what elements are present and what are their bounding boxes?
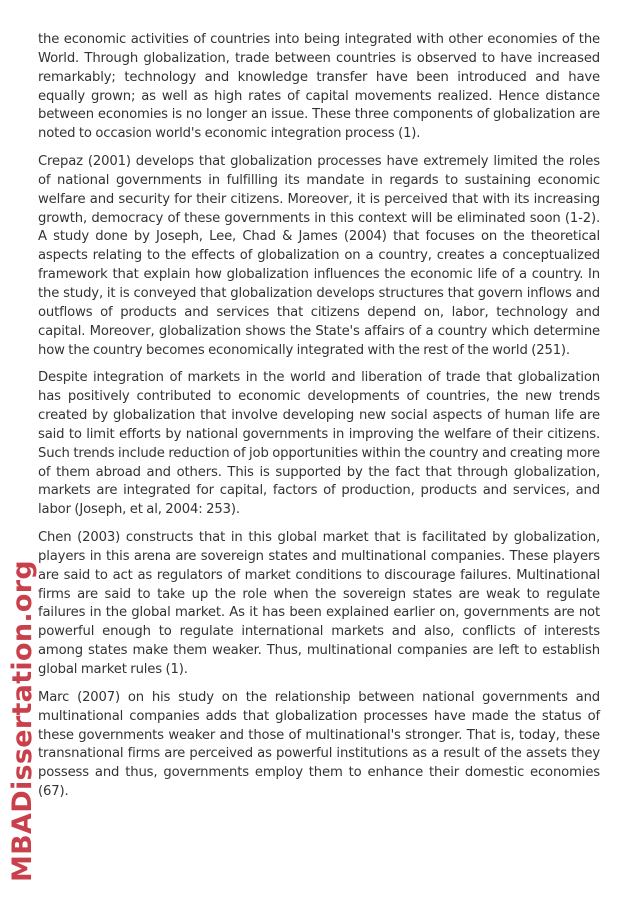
paragraph-chen-2003: Chen (2003) constructs that in this global market that is facilitated by globalization, players in this arena are sovereign states and multinational companies. These players are said to act as regulators of market conditions to discourage failures. Multinational firms are said to take up the role when the sovereign states are weak to regulate failures in the global market. As it has been explained earlier on, governments are not powerful enough to regulate international markets and also, conflicts of interests among states make them weaker. Thus, multinational companies are left to establish global market rules (1). [38, 530, 600, 677]
paragraph-globalization-integration: the economic activities of countries into being integrated with other economies of the World. Through globalization, trade between countries is observed to have increased remarkably; technology and knowledge transfer have been introduced and have equally grown; as well as high rates of capital movements realized. Hence distance between economies is no longer an issue. These three components of globalization are noted to occasion world's economic integration process (1). [38, 32, 600, 142]
paragraph-crepaz-2001: Crepaz (2001) develops that globalization processes have extremely limited the roles of national governments in fulfilling its mandate in regards to sustaining economic welfare and security for their citizens. Moreover, it is perceived that with its increasing growth, democracy of these governments in this context will be eliminated soon (1-2). A study done by Joseph, Lee, Chad & James (2004) that focuses on the theoretical aspects relating to the effects of globalization on a country, creates a conceptualized framework that explain how globalization influences the economic life of a country. In the study, it is conveyed that globalization develops structures that govern inflows and outflows of products and services that citizens depend on, labor, technology and capital. Moreover, globalization shows the State's affairs of a country which determine how the country becomes economically integrated with the rest of the world (251). [38, 154, 600, 358]
watermark-text: MBADissertation.org [7, 560, 38, 882]
document-body [38, 31, 600, 811]
site-watermark [6, 538, 42, 882]
paragraph-market-integration-trends: Despite integration of markets in the world and liberation of trade that globalization has positively contributed to economic developments of countries, the new trends created by globalization that involve developing new social aspects of human life are said to limit efforts by national governments in improving the welfare of their citizens. Such trends include reduction of job opportunities within the country and creating more of them abroad and others. This is supported by the fact that through globalization, markets are integrated for capital, factors of production, products and services, and labor (Joseph, et al, 2004: 253). [38, 370, 600, 518]
paragraph-marc-2007: Marc (2007) on his study on the relationship between national governments and multinational companies adds that globalization processes have made the status of these governments weaker and those of multinational's stronger. That is, today, these transnational firms are perceived as powerful institutions as a result of the assets they possess and thus, governments employ them to enhance their domestic economies (67). [38, 689, 600, 800]
